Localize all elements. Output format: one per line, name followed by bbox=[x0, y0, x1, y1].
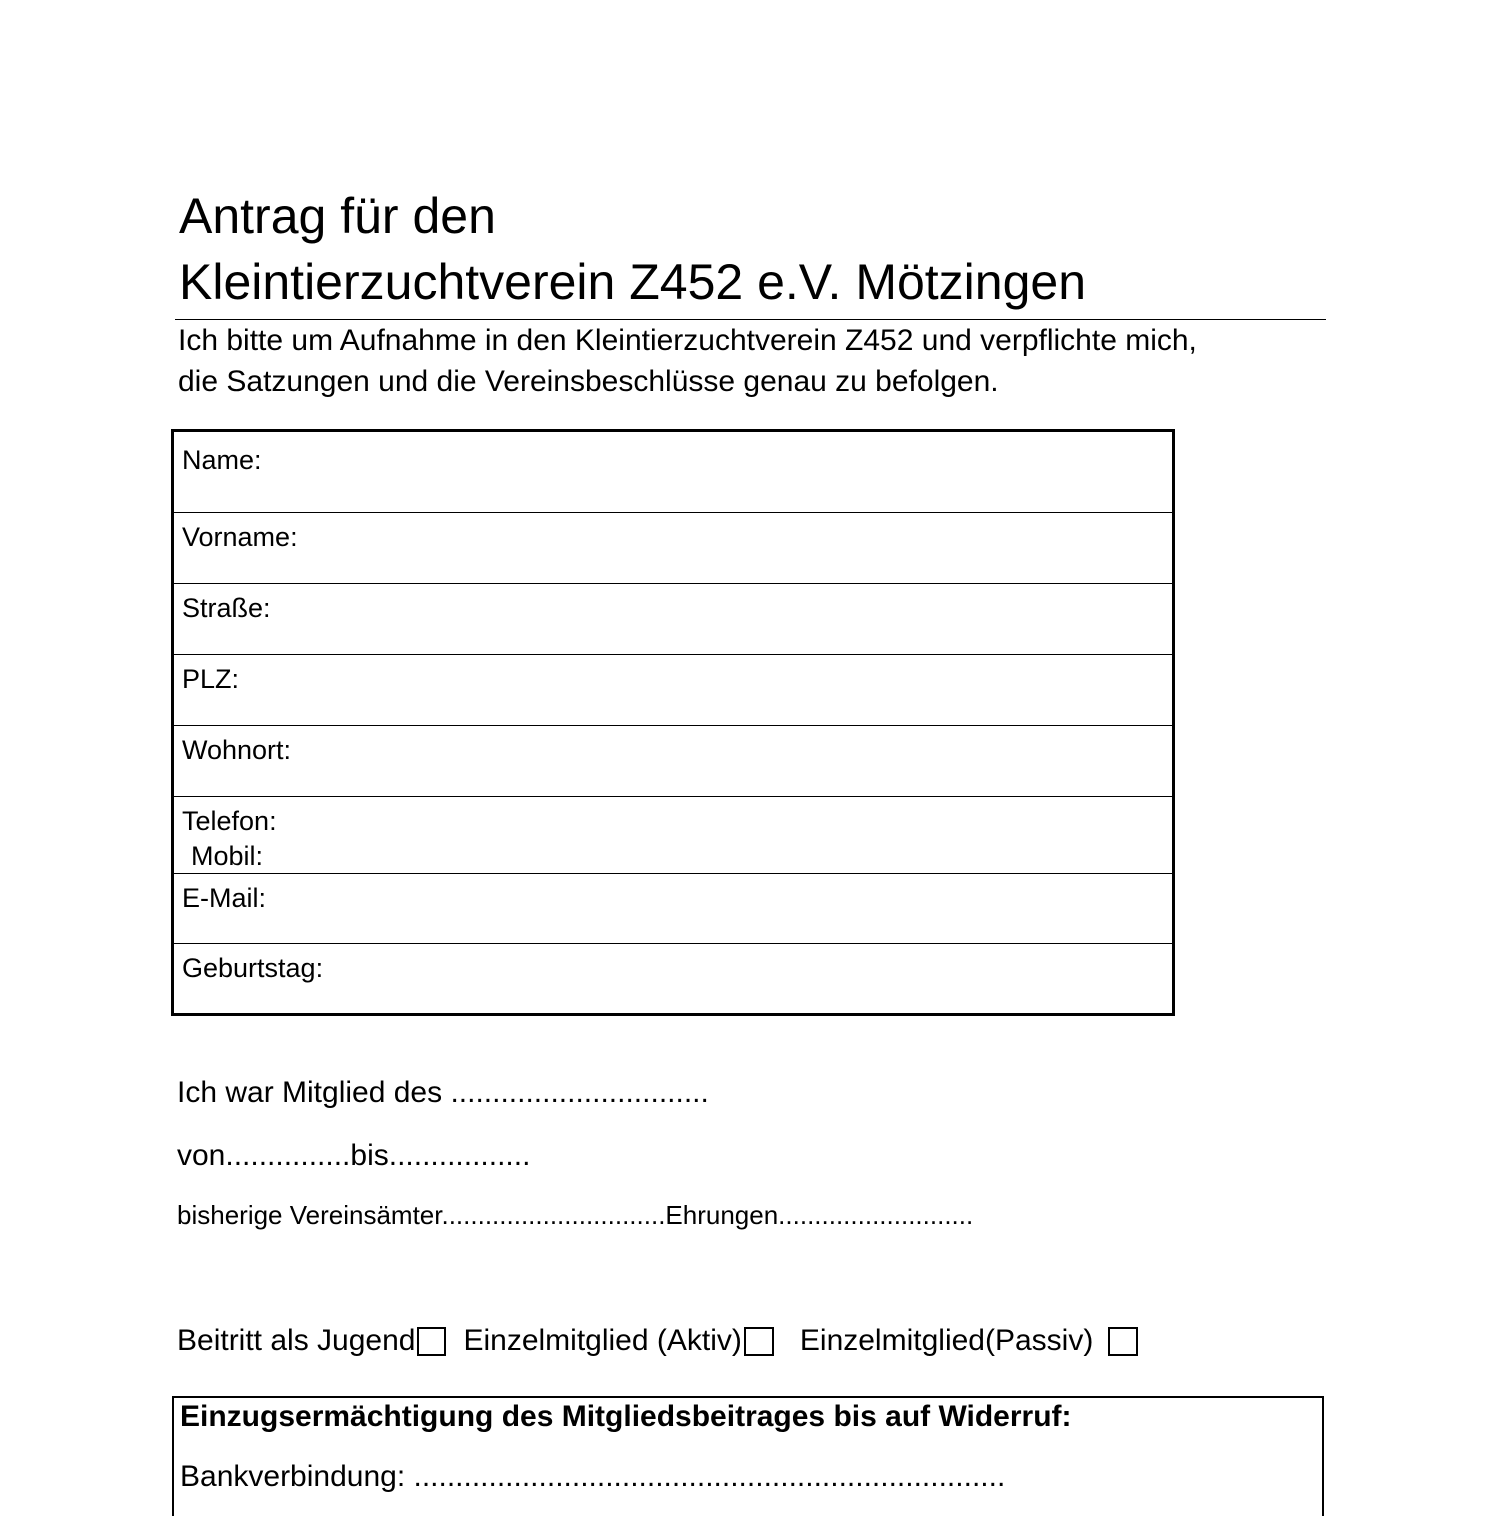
bank-authorization-box bbox=[172, 1396, 1324, 1516]
membership-type-row bbox=[177, 1324, 1138, 1358]
field-email[interactable] bbox=[174, 874, 1172, 944]
field-telefon-label: Telefon: bbox=[182, 806, 277, 836]
title-line-1: Antrag für den bbox=[179, 188, 496, 244]
field-vorname-label: Vorname: bbox=[182, 522, 298, 552]
field-strasse[interactable] bbox=[174, 584, 1172, 655]
title-line-2: Kleintierzuchtverein Z452 e.V. Mötzingen bbox=[179, 254, 1087, 310]
intro-line-2: die Satzungen und die Vereinsbeschlüsse genau zu befolgen. bbox=[178, 365, 999, 398]
passiv-label: Einzelmitglied(Passiv) bbox=[799, 1324, 1094, 1357]
field-name-label: Name: bbox=[182, 445, 262, 475]
personal-data-table bbox=[171, 429, 1175, 1016]
offices-honors-line: bisherige Vereinsämter...............................Ehrungen........................... bbox=[177, 1200, 974, 1230]
aktiv-checkbox[interactable] bbox=[744, 1327, 774, 1356]
field-name[interactable] bbox=[174, 432, 1172, 513]
intro-line-1: Ich bitte um Aufnahme in den Kleintierzuchtverein Z452 und verpflichte mich, bbox=[178, 324, 1197, 357]
field-geburtstag-label: Geburtstag: bbox=[182, 953, 324, 983]
passiv-checkbox[interactable] bbox=[1108, 1327, 1138, 1356]
field-telefon[interactable] bbox=[174, 797, 1172, 874]
field-email-label: E-Mail: bbox=[182, 883, 267, 913]
field-plz[interactable] bbox=[174, 655, 1172, 726]
field-strasse-label: Straße: bbox=[182, 593, 271, 623]
membership-period-line: von...............bis................. bbox=[177, 1139, 531, 1172]
bank-details-line[interactable]: Bankverbindung: ....................................................................... bbox=[180, 1460, 1006, 1493]
field-plz-label: PLZ: bbox=[182, 664, 240, 694]
field-wohnort[interactable] bbox=[174, 726, 1172, 797]
field-geburtstag[interactable] bbox=[174, 944, 1172, 1013]
previous-membership-line: Ich war Mitglied des ............................... bbox=[177, 1076, 709, 1109]
field-wohnort-label: Wohnort: bbox=[182, 735, 292, 765]
bank-authorization-title: Einzugsermächtigung des Mitgliedsbeitrages bis auf Widerruf: bbox=[180, 1400, 1072, 1433]
intro-text bbox=[178, 320, 1197, 402]
aktiv-label: Einzelmitglied (Aktiv) bbox=[463, 1324, 742, 1357]
form-title bbox=[179, 183, 1086, 315]
membership-prefix: Beitritt als Jugend bbox=[177, 1324, 416, 1357]
field-vorname[interactable] bbox=[174, 513, 1172, 584]
jugend-checkbox[interactable] bbox=[417, 1327, 446, 1356]
field-mobil-label: Mobil: bbox=[191, 841, 264, 871]
